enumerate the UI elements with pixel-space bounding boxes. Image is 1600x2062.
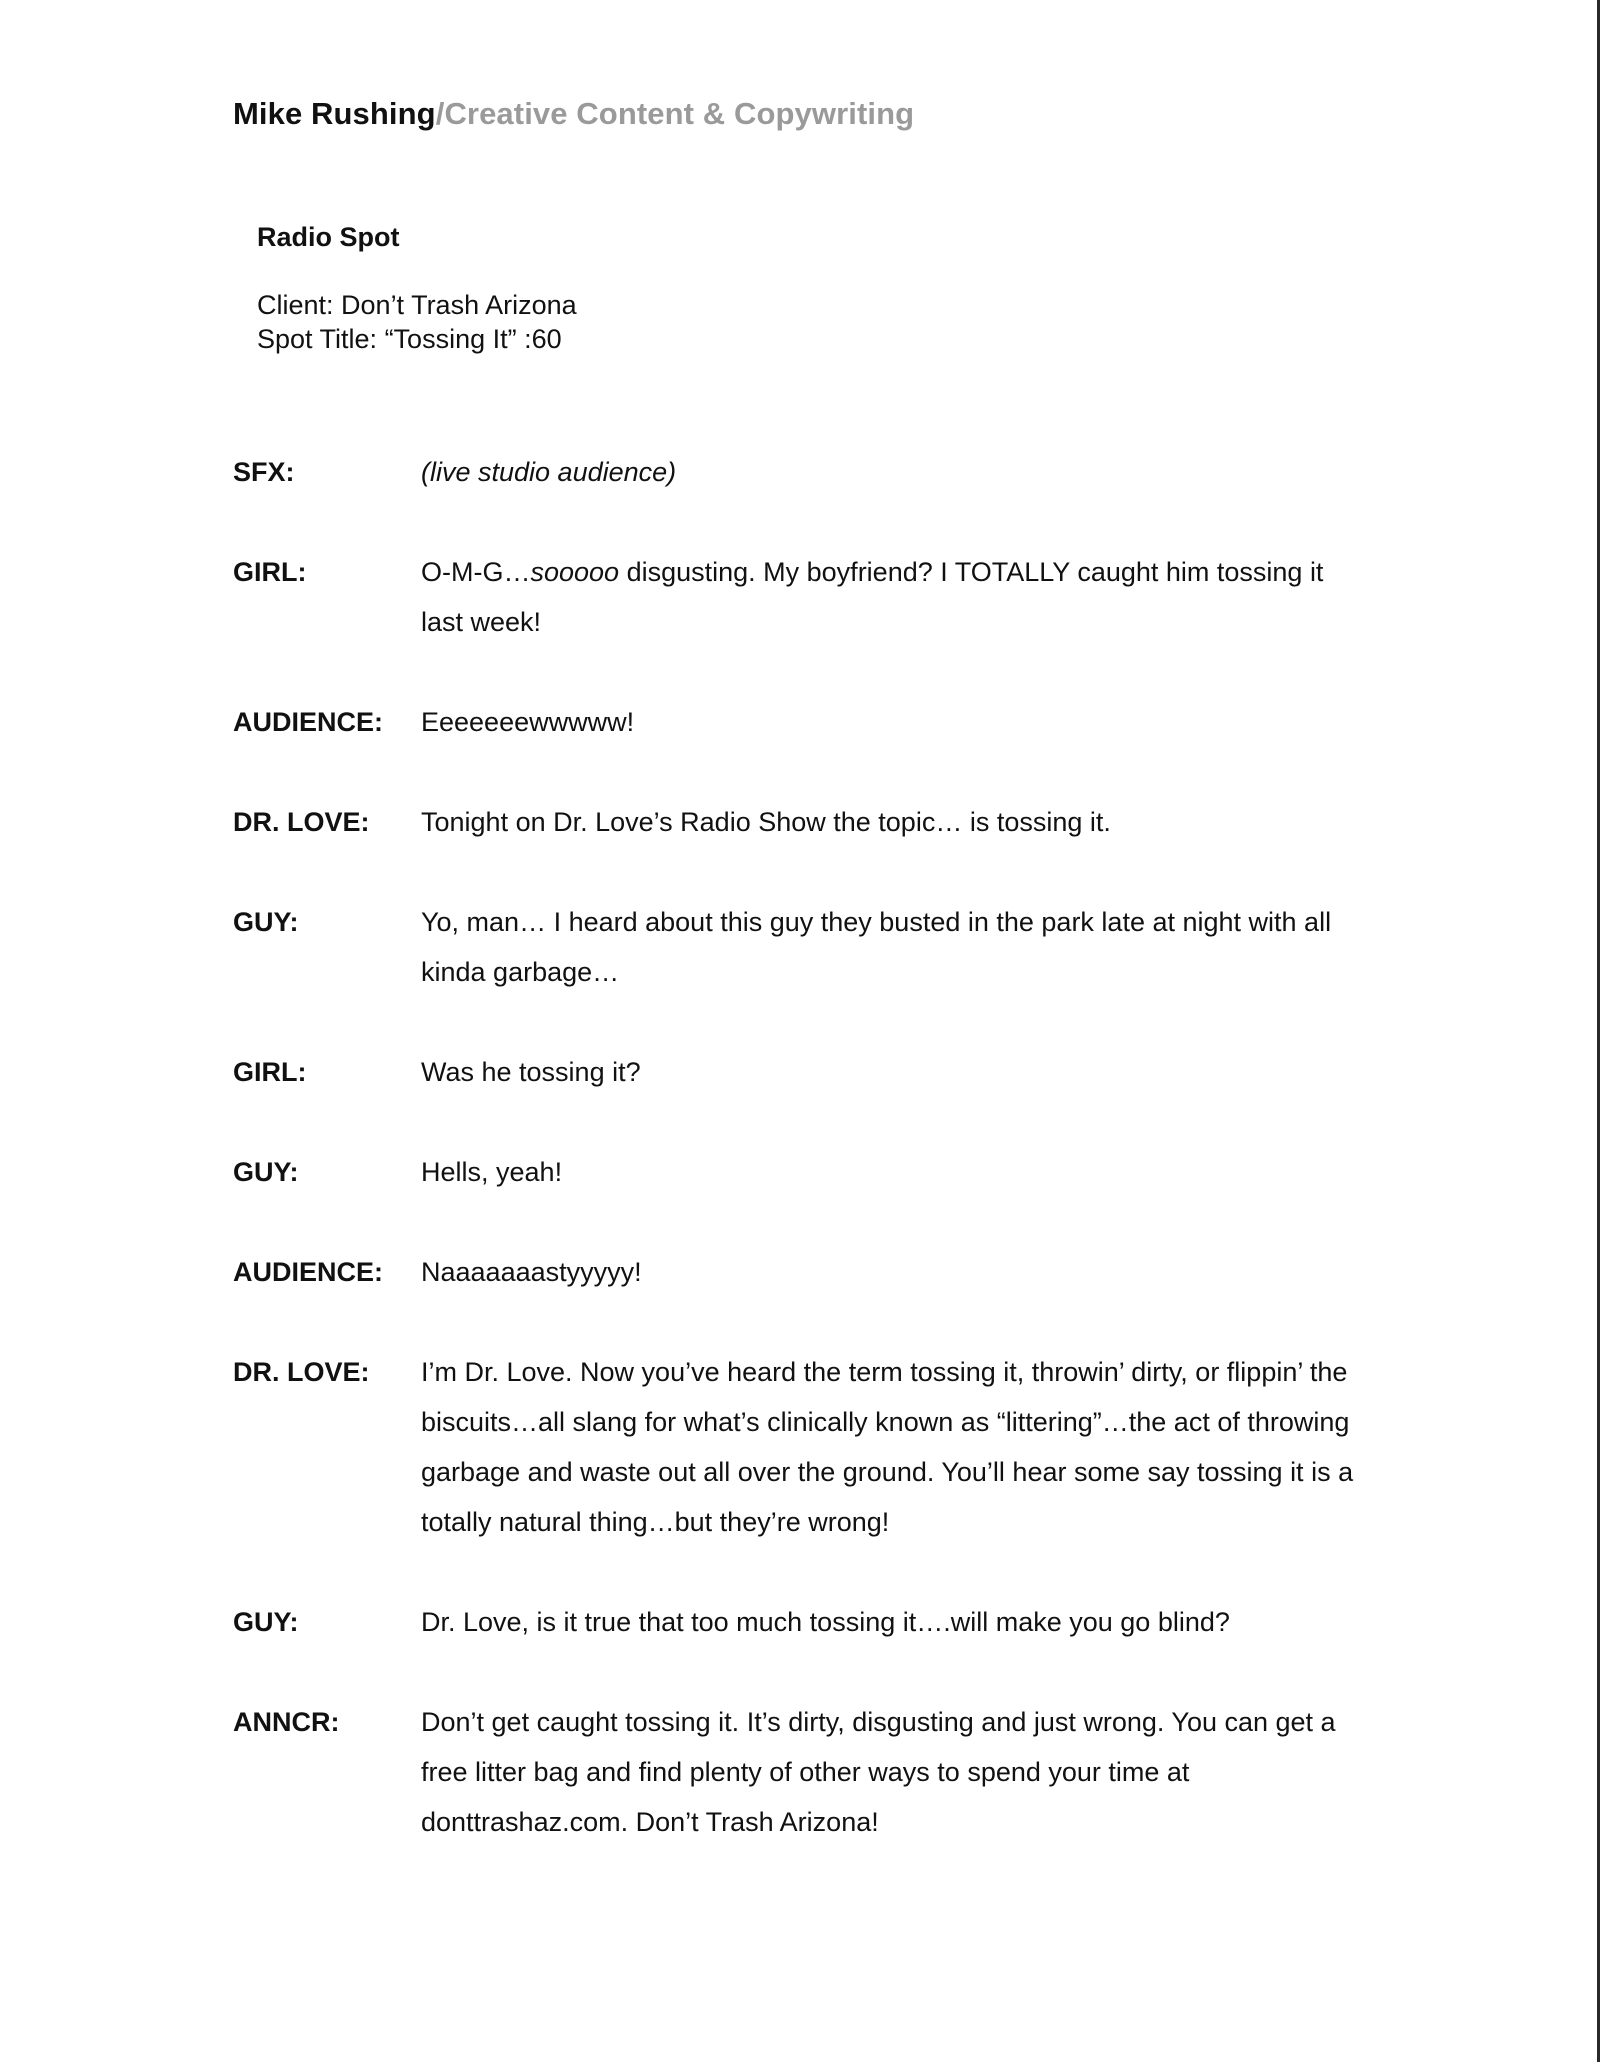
dialogue-italic-segment: sooooo [530, 557, 620, 587]
script-row [233, 1697, 1373, 1847]
client-line: Client: Don’t Trash Arizona [257, 290, 577, 320]
script-row [233, 547, 1373, 647]
letterhead-separator: / [435, 96, 445, 131]
script-row [233, 897, 1373, 997]
script-row [233, 447, 1373, 497]
dialogue-segment: Was he tossing it? [421, 1057, 641, 1087]
dialogue-line [421, 797, 1371, 847]
dialogue-segment: I’m Dr. Love. Now you’ve heard the term tossing it, throwin’ dirty, or flippin’ the biscuits…all slang for what’s clinically known as “littering”…the act of throwing garbage and waste out all over the ground. You’ll hear some say tossing it is a totally natural thing…but they’re wrong! [421, 1357, 1354, 1537]
dialogue-line [421, 447, 1371, 497]
script-row [233, 1347, 1373, 1547]
speaker-label: DR. LOVE: [233, 1357, 370, 1387]
script-row [233, 1597, 1373, 1647]
dialogue-segment: Yo, man… I heard about this guy they busted in the park late at night with all kinda garbage… [421, 907, 1332, 987]
dialogue-italic-segment: (live studio audience) [421, 457, 677, 487]
script-row [233, 797, 1373, 847]
speaker-label: GUY: [233, 907, 299, 937]
dialogue-line [421, 1347, 1371, 1547]
script-row [233, 697, 1373, 747]
dialogue-line [421, 697, 1371, 747]
speaker-label: SFX: [233, 457, 295, 487]
speaker-label: AUDIENCE: [233, 1257, 384, 1287]
speaker-label: GIRL: [233, 1057, 307, 1087]
dialogue-segment: Naaaaaaastyyyyy! [421, 1257, 642, 1287]
letterhead [233, 96, 914, 132]
speaker-label: GUY: [233, 1157, 299, 1187]
dialogue-segment: O-M-G… [421, 557, 531, 587]
dialogue-line [421, 1247, 1371, 1297]
dialogue-line [421, 1697, 1371, 1847]
spot-meta [257, 288, 577, 356]
spot-title-line: Spot Title: “Tossing It” :60 [257, 324, 562, 354]
author-name: Mike Rushing [233, 96, 436, 131]
dialogue-line [421, 547, 1371, 647]
script-row [233, 1247, 1373, 1297]
dialogue-segment: Dr. Love, is it true that too much tossing it….will make you go blind? [421, 1607, 1230, 1637]
script-row [233, 1147, 1373, 1197]
dialogue-segment: Eeeeeeewwwww! [421, 707, 635, 737]
dialogue-segment: Don’t get caught tossing it. It’s dirty, disgusting and just wrong. You can get a free litter bag and find plenty of other ways to spend your time at donttrashaz.com. Don’t Trash Arizona! [421, 1707, 1336, 1837]
speaker-label: GUY: [233, 1607, 299, 1637]
speaker-label: GIRL: [233, 557, 307, 587]
document-type: Radio Spot [257, 222, 400, 252]
dialogue-segment: Tonight on Dr. Love’s Radio Show the topic… is tossing it. [421, 807, 1111, 837]
dialogue-line [421, 1147, 1371, 1197]
dialogue-line [421, 897, 1371, 997]
dialogue-segment: disgusting. My boyfriend? I TOTALLY caught him tossing it last week! [421, 557, 1324, 637]
speaker-label: ANNCR: [233, 1707, 340, 1737]
dialogue-line [421, 1047, 1371, 1097]
script-body [233, 447, 1373, 1897]
speaker-label: AUDIENCE: [233, 707, 384, 737]
letterhead-tagline: Creative Content & Copywriting [444, 96, 915, 131]
dialogue-segment: Hells, yeah! [421, 1157, 563, 1187]
speaker-label: DR. LOVE: [233, 807, 370, 837]
script-row [233, 1047, 1373, 1097]
dialogue-line [421, 1597, 1371, 1647]
